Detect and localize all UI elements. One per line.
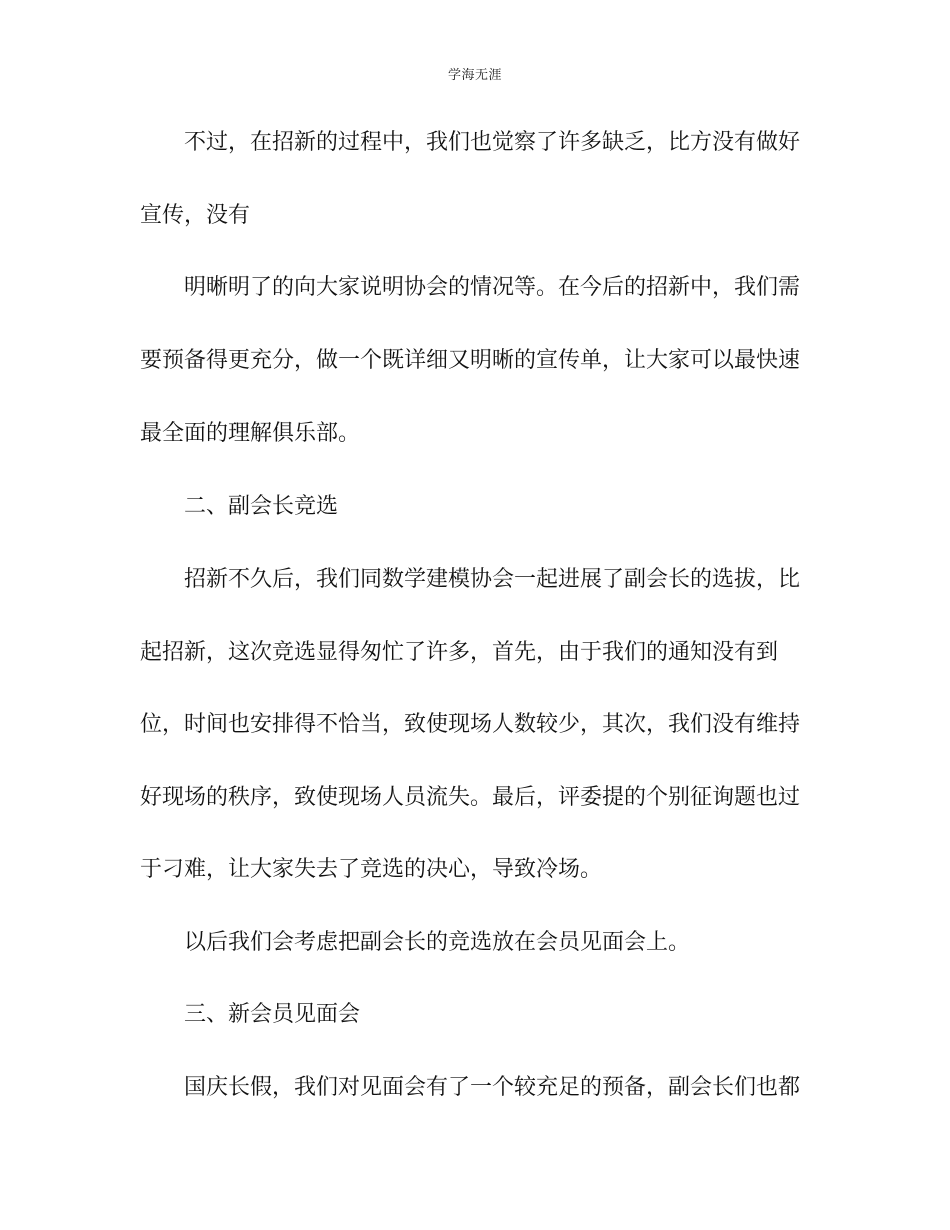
page-header: 学海无涯 <box>447 68 502 83</box>
paragraph-line: 不过，在招新的过程中，我们也觉察了许多缺乏，比方没有做好 <box>184 130 801 155</box>
paragraph-line: 明晰明了的向大家说明协会的情况等。在今后的招新中，我们需 <box>184 275 801 300</box>
paragraph-line: 国庆长假，我们对见面会有了一个较充足的预备，副会长们也都 <box>184 1075 801 1100</box>
paragraph-line: 好现场的秩序，致使现场人员流失。最后，评委提的个别征询题也过 <box>140 785 801 810</box>
section-heading: 三、新会员见面会 <box>184 1002 361 1027</box>
paragraph-line: 要预备得更充分，做一个既详细又明晰的宣传单，让大家可以最快速 <box>140 348 801 373</box>
paragraph-line: 招新不久后，我们同数学建模协会一起进展了副会长的选拔，比 <box>184 567 801 592</box>
paragraph-line: 最全面的理解俱乐部。 <box>140 421 361 446</box>
paragraph-line: 宣传，没有 <box>140 203 251 228</box>
paragraph-line: 起招新，这次竞选显得匆忙了许多，首先，由于我们的通知没有到 <box>140 640 779 665</box>
section-heading: 二、副会长竞选 <box>184 494 339 519</box>
paragraph-line: 于刁难，让大家失去了竞选的决心，导致冷场。 <box>140 857 603 882</box>
paragraph-line: 位，时间也安排得不恰当，致使现场人数较少，其次，我们没有维持 <box>140 712 801 737</box>
paragraph-line: 以后我们会考虑把副会长的竞选放在会员见面会上。 <box>184 930 691 955</box>
